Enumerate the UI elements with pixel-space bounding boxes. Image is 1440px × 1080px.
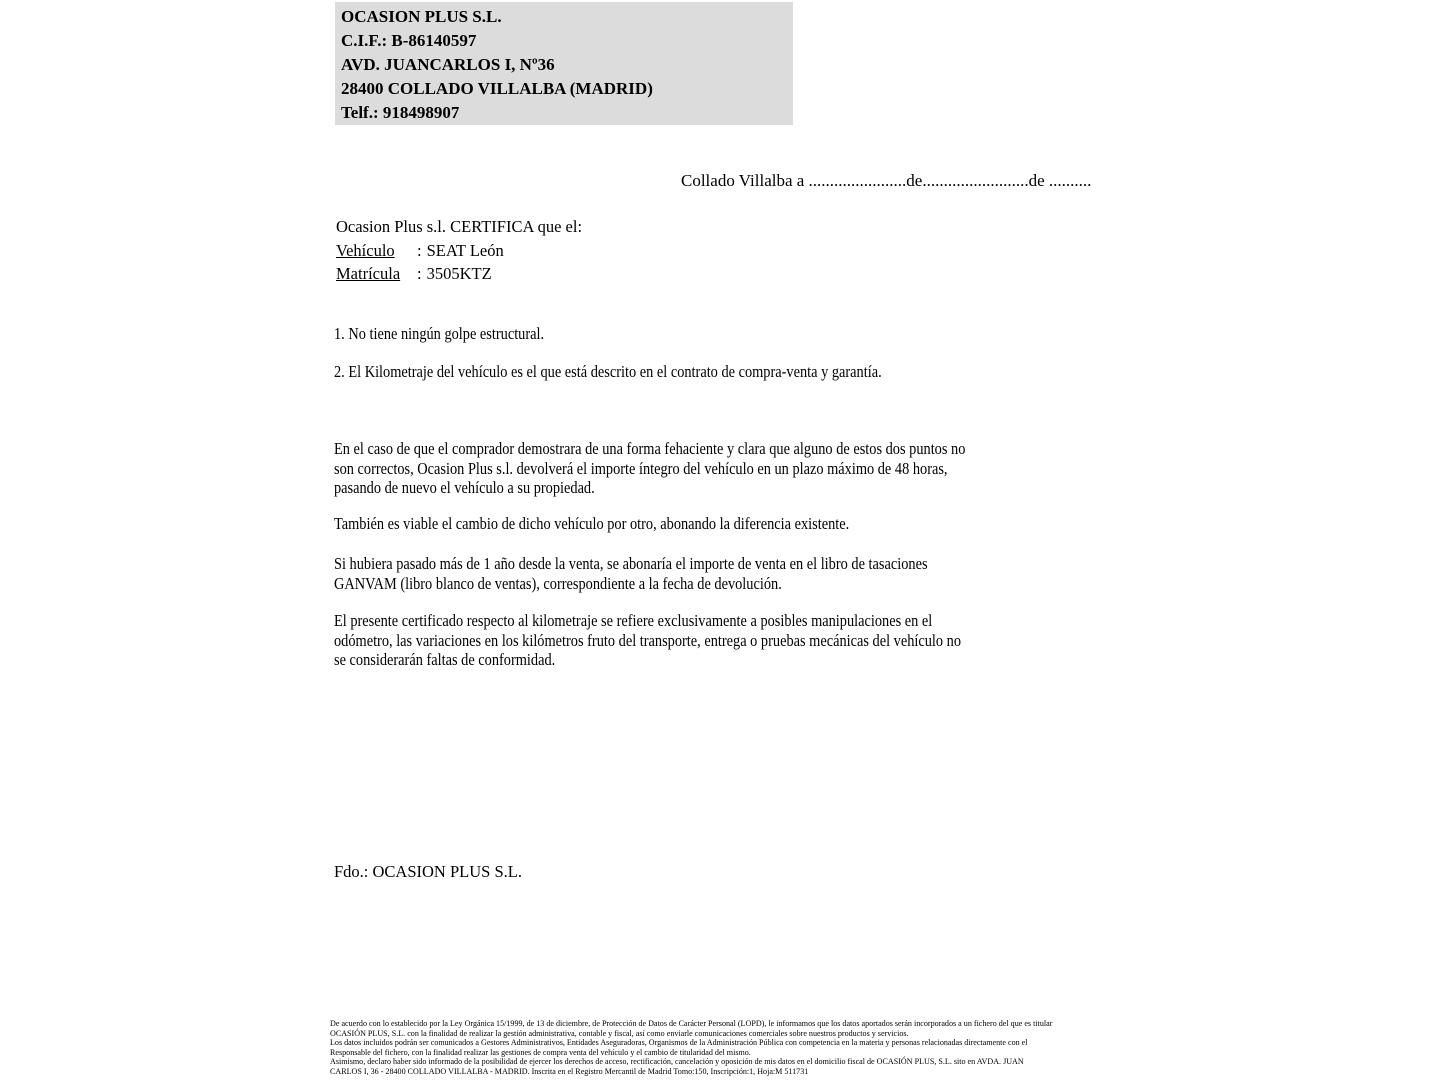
plate-field-row	[336, 262, 582, 286]
plate-label-box	[336, 262, 417, 286]
legal-line: Responsable del fichero, con la finalidad realizar las gestiones de compra venta del vehículo y el cambio de titularidad del mismo.	[330, 1046, 751, 1057]
vehicle-value: SEAT León	[426, 240, 504, 260]
paragraph-exchange-option	[334, 514, 849, 534]
paragraph-line: se considerarán faltas de conformidad.	[334, 650, 556, 669]
company-header-box	[335, 2, 793, 125]
certify-intro: Ocasion Plus s.l. CERTIFICA que el:	[336, 217, 583, 236]
date-place-line: Collado Villalba a .......................de.........................de ..........	[681, 171, 1092, 190]
paragraph-line: También es viable el cambio de dicho vehículo por otro, abonando la diferencia existente.	[334, 514, 850, 533]
condition-item-2: 2. El Kilometraje del vehículo es el que está descrito en el contrato de compra-venta y garantía.	[334, 362, 882, 381]
company-city: 28400 COLLADO VILLALBA (MADRID)	[341, 79, 653, 98]
plate-value: 3505KTZ	[426, 264, 492, 283]
paragraph-line: son correctos, Ocasion Plus s.l. devolverá el importe íntegro del vehículo en un plazo máximo de 48 horas,	[334, 458, 948, 478]
paragraph-line: GANVAM (libro blanco de ventas), correspondiente a la fecha de devolución.	[334, 573, 782, 593]
paragraph-line: El presente certificado respecto al kilometraje se refiere exclusivamente a posibles manipulaciones en el	[334, 611, 933, 630]
paragraph-ganvam-valuation	[334, 554, 928, 593]
paragraph-line: Si hubiera pasado más de 1 año desde la venta, se abonaría el importe de venta en el libro de tasaciones	[334, 554, 928, 573]
vehicle-field-row	[336, 239, 582, 263]
vehicle-separator: :	[417, 240, 422, 260]
legal-fine-print	[330, 1019, 1052, 1077]
legal-line: Asimismo, declaro haber sido informado de la posibilidad de ejercer los derechos de acceso, rectificación, cancelación y oposición de mis datos en el domicilio fiscal de OCASIÓN PLUS, S.L. sito en AVDA. JUAN	[330, 1056, 1024, 1067]
paragraph-line: odómetro, las variaciones en los kilómetros fruto del transporte, entrega o pruebas mecánicas del vehículo no	[334, 630, 962, 650]
vehicle-label: Vehículo	[336, 240, 395, 260]
signature-line: Fdo.: OCASION PLUS S.L.	[334, 862, 522, 881]
paragraph-odometer-disclaimer	[334, 611, 961, 670]
legal-line: De acuerdo con lo establecido por la Ley Orgánica 15/1999, de 13 de diciembre, de Protección de Datos de Carácter Personal (LOPD), le informamos que los datos aportados serán incorporados a un fichero del que es titular	[330, 1018, 1053, 1028]
company-name: OCASION PLUS S.L.	[341, 7, 502, 26]
company-cif: C.I.F.: B-86140597	[341, 31, 477, 50]
legal-line: Los datos incluidos podrán ser comunicados a Gestores Administrativos, Entidades Aseguradoras, Organismos de la Administración Pública con competencia en la materia y personas relacionadas directamente con el	[330, 1037, 1028, 1048]
plate-separator: :	[417, 264, 422, 283]
paragraph-refund-policy	[334, 439, 965, 498]
vehicle-label-box	[336, 239, 417, 263]
condition-item-1: 1. No tiene ningún golpe estructural.	[334, 324, 545, 343]
paragraph-line: En el caso de que el comprador demostrara de una forma fehaciente y clara que alguno de estos dos puntos no	[334, 439, 966, 458]
company-address: AVD. JUANCARLOS I, Nº36	[341, 55, 555, 74]
certify-block	[336, 215, 582, 286]
company-phone: Telf.: 918498907	[341, 103, 460, 122]
paragraph-line: pasando de nuevo el vehículo a su propiedad.	[334, 478, 595, 497]
legal-line: CARLOS I, 36 - 28400 COLLADO VILLALBA - MADRID. Inscrita en el Registro Mercantil de Madrid Tomo:150, Inscripción:1, Hoja:M 511731	[330, 1065, 809, 1076]
plate-label: Matrícula	[336, 264, 401, 283]
legal-line: OCASIÓN PLUS, S.L. con la finalidad de realizar la gestión administrativa, contable y fiscal, así como enviarle comunicaciones comerciales sobre nuestros productos y servicios.	[330, 1027, 909, 1038]
